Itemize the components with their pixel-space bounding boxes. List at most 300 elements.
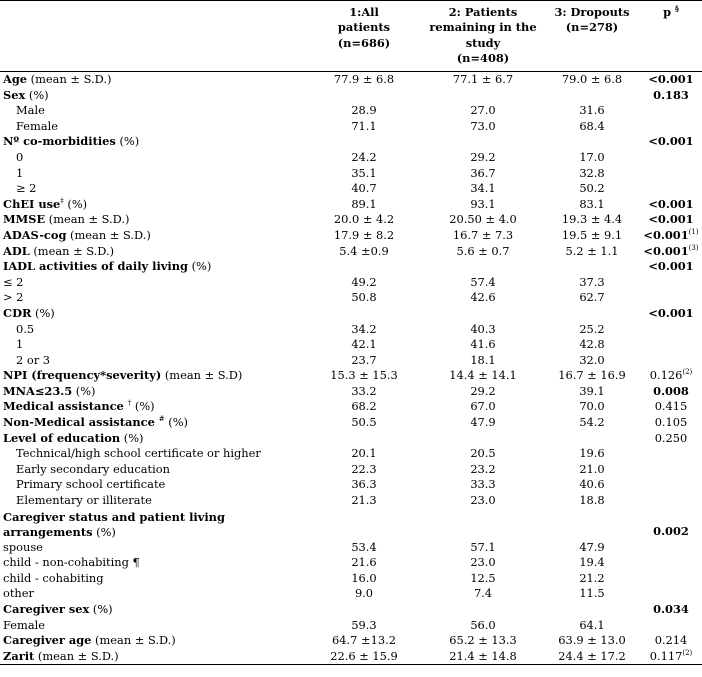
table-row <box>0 103 702 119</box>
p-value-note: (3) <box>688 243 699 252</box>
value-all-patients <box>306 508 422 539</box>
value-dropouts: 21.0 <box>579 461 605 476</box>
value-dropouts <box>544 259 640 275</box>
row-sublabel: 1 <box>16 165 24 180</box>
value-remaining: 57.1 <box>470 539 496 554</box>
value-all-patients: 5.4 ±0.9 <box>339 243 389 258</box>
value-all-patients: 59.3 <box>351 617 377 632</box>
value-dropouts: 70.0 <box>579 399 605 414</box>
table-row <box>0 321 702 337</box>
value-remaining: 56.0 <box>470 617 496 632</box>
value-all-patients: 22.6 ± 15.9 <box>306 648 422 664</box>
p-value-cell <box>640 212 702 228</box>
value-all-patients: 36.3 <box>351 477 377 492</box>
row-label <box>0 134 306 150</box>
value-remaining: 23.2 <box>470 461 496 476</box>
header-dropouts-line2: (n=278) <box>565 20 619 35</box>
table-row <box>0 259 702 275</box>
value-all-patients: 33.2 <box>351 383 377 398</box>
table-row <box>0 71 702 87</box>
value-remaining: 29.2 <box>470 383 496 398</box>
row-label-unit: (mean ± S.D.) <box>27 72 112 87</box>
row-sublabel: > 2 <box>3 290 24 305</box>
value-remaining: 27.0 <box>470 103 496 118</box>
value-remaining <box>422 430 544 446</box>
table-row <box>0 539 702 555</box>
value-dropouts: 32.8 <box>579 165 605 180</box>
table-row <box>0 337 702 353</box>
value-all-patients: 50.5 <box>351 415 377 430</box>
row-label-bold: Sex <box>3 87 26 102</box>
value-all-patients: 9.0 <box>354 586 374 601</box>
row-label <box>0 87 306 103</box>
row-sublabel: Female <box>16 118 58 133</box>
header-all-patients-line2: patients <box>337 20 391 35</box>
row-label <box>0 212 306 228</box>
row-label-footnote-mark: † <box>127 399 132 408</box>
p-value-note: (1) <box>688 228 699 237</box>
header-p-value <box>640 1 702 72</box>
row-sublabel: spouse <box>3 539 43 554</box>
value-dropouts: 50.2 <box>579 181 605 196</box>
row-label-unit: (%) <box>89 602 113 617</box>
row-sublabel: 0.5 <box>16 321 35 336</box>
value-all-patients: 77.9 ± 6.8 <box>333 72 395 87</box>
value-remaining <box>422 259 544 275</box>
value-remaining: 21.4 ± 14.8 <box>422 648 544 664</box>
value-all-patients: 21.3 <box>351 493 377 508</box>
p-value: <0.001 <box>643 243 689 258</box>
row-label-bold: Caregiver status and patient living arrangements <box>3 510 225 539</box>
p-value-cell <box>640 243 702 259</box>
row-label-unit: (mean ± S.D.) <box>45 212 130 227</box>
table-row <box>0 243 702 259</box>
header-all-patients-line1: 1:All <box>349 5 379 19</box>
p-value-cell <box>640 196 702 212</box>
value-remaining: 5.6 ± 0.7 <box>456 243 510 258</box>
table-header-row <box>0 1 702 72</box>
value-all-patients: 21.6 <box>351 555 377 570</box>
value-all-patients <box>306 430 422 446</box>
row-label-bold: CDR <box>3 305 32 320</box>
value-dropouts: 68.4 <box>579 118 605 133</box>
value-dropouts: 62.7 <box>579 290 605 305</box>
p-value-cell <box>640 648 702 664</box>
row-label <box>0 243 306 259</box>
value-remaining <box>422 306 544 322</box>
value-all-patients: 50.8 <box>351 290 377 305</box>
value-remaining <box>422 134 544 150</box>
truncated-footnote-line <box>0 667 702 675</box>
value-all-patients: 24.2 <box>351 149 377 164</box>
table-row <box>0 493 702 509</box>
row-label <box>0 306 306 322</box>
p-value: <0.001 <box>648 196 694 211</box>
value-remaining: 14.4 ± 14.1 <box>449 368 517 383</box>
value-dropouts: 16.7 ± 16.9 <box>558 368 626 383</box>
row-label <box>0 259 306 275</box>
row-label-bold: Zarit <box>3 648 35 663</box>
value-all-patients <box>306 306 422 322</box>
table-row <box>0 134 702 150</box>
header-remaining-line1: 2: Patients <box>448 5 518 19</box>
p-value: 0.250 <box>654 430 688 445</box>
value-dropouts: 32.0 <box>579 352 605 367</box>
row-sublabel: 1 <box>16 337 24 352</box>
table-row <box>0 228 702 244</box>
row-sublabel: child - non-cohabiting ¶ <box>3 555 140 570</box>
value-all-patients: 23.7 <box>351 352 377 367</box>
value-dropouts: 54.2 <box>579 415 605 430</box>
table-row <box>0 118 702 134</box>
value-all-patients: 53.4 <box>351 539 377 554</box>
value-all-patients: 16.0 <box>351 570 377 585</box>
value-dropouts <box>544 87 640 103</box>
value-dropouts: 19.4 <box>579 555 605 570</box>
row-label <box>0 399 306 415</box>
value-dropouts: 25.2 <box>579 321 605 336</box>
value-remaining: 23.0 <box>470 493 496 508</box>
value-all-patients <box>306 134 422 150</box>
p-value: 0.183 <box>653 87 689 102</box>
p-value-cell <box>640 461 702 477</box>
row-sublabel: 2 or 3 <box>16 352 51 367</box>
row-label-unit: (mean ± S.D.) <box>34 648 119 663</box>
p-value-cell <box>640 617 702 633</box>
header-p-label: p <box>663 5 672 19</box>
table-row <box>0 181 702 197</box>
p-value: <0.001 <box>643 227 689 242</box>
p-value-note: (2) <box>682 368 693 377</box>
header-dropouts <box>544 1 640 72</box>
table-row <box>0 399 702 415</box>
header-remaining-line3: study <box>465 35 501 50</box>
table-row <box>0 306 702 322</box>
table-row <box>0 352 702 368</box>
p-value: 0.415 <box>654 399 688 414</box>
value-dropouts <box>544 430 640 446</box>
header-p-section-mark: § <box>675 4 679 14</box>
p-value-cell <box>640 430 702 446</box>
value-remaining: 42.6 <box>470 290 496 305</box>
row-label-bold: Nº co-morbidities <box>3 134 116 149</box>
p-value: 0.008 <box>653 383 689 398</box>
value-all-patients: 68.2 <box>351 399 377 414</box>
value-dropouts: 19.5 ± 9.1 <box>561 227 623 242</box>
value-dropouts: 19.6 <box>579 446 605 461</box>
row-label-bold: Non-Medical assistance <box>3 415 159 430</box>
p-value-cell <box>640 493 702 509</box>
value-dropouts: 5.2 ± 1.1 <box>565 243 619 258</box>
p-value-cell <box>640 181 702 197</box>
value-remaining <box>422 602 544 618</box>
row-label-bold: ADL <box>3 243 30 258</box>
row-label <box>0 648 306 664</box>
table-row <box>0 415 702 431</box>
row-sublabel: ≤ 2 <box>3 274 24 289</box>
value-dropouts: 83.1 <box>579 196 605 211</box>
value-all-patients: 22.3 <box>351 461 377 476</box>
row-label <box>0 415 306 431</box>
p-value-cell <box>640 134 702 150</box>
row-label-bold: Medical assistance <box>3 399 128 414</box>
table-row <box>0 477 702 493</box>
value-all-patients <box>306 602 422 618</box>
row-sublabel: Primary school certificate <box>16 477 166 492</box>
value-remaining: 93.1 <box>470 196 496 211</box>
value-remaining: 36.7 <box>470 165 496 180</box>
p-value-cell <box>640 352 702 368</box>
p-value: <0.001 <box>648 212 694 227</box>
p-value: 0.034 <box>653 602 689 617</box>
value-dropouts: 40.6 <box>579 477 605 492</box>
row-sublabel: child - cohabiting <box>3 570 104 585</box>
table-row <box>0 602 702 618</box>
p-value-cell <box>640 555 702 571</box>
p-value-cell <box>640 539 702 555</box>
table-row <box>0 633 702 649</box>
value-remaining: 47.9 <box>470 415 496 430</box>
p-value-cell <box>640 368 702 384</box>
row-sublabel: other <box>3 586 34 601</box>
value-all-patients: 34.2 <box>351 321 377 336</box>
value-dropouts: 39.1 <box>579 383 605 398</box>
value-remaining: 67.0 <box>470 399 496 414</box>
value-remaining: 20.5 <box>470 446 496 461</box>
row-label-bold: ADAS-cog <box>3 227 67 242</box>
value-remaining <box>422 87 544 103</box>
value-dropouts <box>544 306 640 322</box>
row-label <box>0 633 306 649</box>
row-label-unit: (%) <box>164 415 189 430</box>
row-label-unit: (%) <box>63 196 88 211</box>
row-label-bold: IADL activities of daily living <box>3 259 188 274</box>
row-label-bold: NPI (frequency*severity) <box>3 368 162 383</box>
row-label-unit: (%) <box>115 134 140 149</box>
p-value-cell <box>640 274 702 290</box>
value-dropouts: 21.2 <box>579 570 605 585</box>
value-all-patients: 64.7 ±13.2 <box>332 633 396 648</box>
p-value-cell <box>640 570 702 586</box>
value-all-patients: 40.7 <box>351 181 377 196</box>
p-value-cell <box>640 337 702 353</box>
row-label <box>0 430 306 446</box>
value-remaining: 41.6 <box>470 337 496 352</box>
value-remaining: 18.1 <box>470 352 496 367</box>
value-all-patients: 28.9 <box>351 103 377 118</box>
table-row <box>0 196 702 212</box>
value-remaining: 57.4 <box>470 274 496 289</box>
p-value: 0.117 <box>649 648 683 663</box>
row-sublabel: 0 <box>16 149 24 164</box>
p-value-cell <box>640 477 702 493</box>
row-label <box>0 71 306 87</box>
p-value-cell <box>640 87 702 103</box>
row-label-bold: Caregiver age <box>3 633 92 648</box>
value-dropouts <box>544 602 640 618</box>
table-row <box>0 430 702 446</box>
value-all-patients <box>306 87 422 103</box>
value-remaining: 65.2 ± 13.3 <box>449 633 517 648</box>
value-remaining: 73.0 <box>470 118 496 133</box>
table-row <box>0 368 702 384</box>
row-label-unit: (%) <box>25 87 49 102</box>
header-all-patients-line3: (n=686) <box>337 35 391 50</box>
header-remaining <box>422 1 544 72</box>
p-value-cell <box>640 103 702 119</box>
p-value-cell <box>640 165 702 181</box>
p-value-cell <box>640 259 702 275</box>
p-value-cell <box>640 633 702 649</box>
header-blank-cell <box>0 1 306 72</box>
row-label-footnote-mark: # <box>158 415 165 424</box>
header-remaining-line4: (n=408) <box>456 51 510 66</box>
value-all-patients: 49.2 <box>351 274 377 289</box>
value-remaining: 16.7 ± 7.3 <box>452 227 514 242</box>
row-sublabel: Technical/high school certificate or higher <box>16 446 261 461</box>
p-value: 0.105 <box>654 415 688 430</box>
p-value-cell <box>640 306 702 322</box>
value-dropouts: 64.1 <box>579 617 605 632</box>
p-value-cell <box>640 446 702 462</box>
row-label <box>0 508 306 539</box>
row-label-unit: (%) <box>187 259 212 274</box>
value-dropouts: 19.3 ± 4.4 <box>561 212 623 227</box>
p-value: 0.002 <box>653 524 689 539</box>
table-row <box>0 446 702 462</box>
row-label-unit: (mean ± S.D.) <box>29 243 115 258</box>
value-dropouts: 47.9 <box>579 539 605 554</box>
value-all-patients: 89.1 <box>351 196 377 211</box>
value-all-patients: 42.1 <box>351 337 377 352</box>
row-label-bold: Level of education <box>3 430 121 445</box>
value-remaining: 29.2 <box>470 149 496 164</box>
p-value-cell <box>640 290 702 306</box>
row-label-unit: (%) <box>31 305 55 320</box>
row-label-unit: (%) <box>72 383 96 398</box>
row-label <box>0 228 306 244</box>
table-row <box>0 212 702 228</box>
table-row <box>0 508 702 539</box>
table-row <box>0 165 702 181</box>
p-value-cell <box>640 602 702 618</box>
row-label-bold: Age <box>3 72 28 87</box>
row-label <box>0 196 306 212</box>
row-label-unit: (mean ± S.D.) <box>91 633 176 648</box>
row-label-unit: (mean ± S.D.) <box>66 227 151 242</box>
p-value-cell <box>640 228 702 244</box>
value-dropouts: 11.5 <box>579 586 605 601</box>
header-dropouts-line1: 3: Dropouts <box>554 5 630 19</box>
value-dropouts: 79.0 ± 6.8 <box>561 72 623 87</box>
value-remaining: 20.50 ± 4.0 <box>449 212 517 227</box>
row-label-bold: MMSE <box>3 212 46 227</box>
table-row <box>0 384 702 400</box>
value-remaining: 33.3 <box>470 477 496 492</box>
p-value-cell <box>640 415 702 431</box>
row-label-unit: (%) <box>120 430 144 445</box>
value-dropouts: 63.9 ± 13.0 <box>558 633 626 648</box>
row-label-bold: ChEI use <box>3 196 61 211</box>
row-label <box>0 384 306 400</box>
value-remaining: 40.3 <box>470 321 496 336</box>
value-all-patients: 15.3 ± 15.3 <box>330 368 398 383</box>
row-label <box>0 602 306 618</box>
row-sublabel: Early secondary education <box>16 461 170 476</box>
row-label-footnote-mark: ‡ <box>60 196 64 205</box>
p-value-cell <box>640 118 702 134</box>
p-value: <0.001 <box>648 134 694 149</box>
table-row <box>0 570 702 586</box>
value-dropouts: 42.8 <box>579 337 605 352</box>
p-value: <0.001 <box>648 259 694 274</box>
row-sublabel: Male <box>16 103 45 118</box>
value-dropouts: 24.4 ± 17.2 <box>544 648 640 664</box>
header-all-patients <box>306 1 422 72</box>
table-row <box>0 648 702 664</box>
table-row <box>0 290 702 306</box>
table-body <box>0 71 702 664</box>
value-all-patients <box>306 259 422 275</box>
table-row <box>0 274 702 290</box>
row-label <box>0 368 306 384</box>
value-all-patients: 20.0 ± 4.2 <box>333 212 395 227</box>
header-remaining-line2: remaining in the <box>429 20 537 35</box>
value-dropouts: 17.0 <box>579 149 605 164</box>
table-row <box>0 461 702 477</box>
row-sublabel: Elementary or illiterate <box>16 493 152 508</box>
p-value: <0.001 <box>648 305 694 320</box>
value-dropouts <box>544 134 640 150</box>
row-label-bold: MNA≤23.5 <box>3 383 73 398</box>
p-value: 0.126 <box>649 368 683 383</box>
p-value-cell <box>640 508 702 539</box>
p-value: 0.214 <box>654 633 688 648</box>
row-label-unit: (%) <box>131 399 155 414</box>
table-row <box>0 555 702 571</box>
value-dropouts: 31.6 <box>579 103 605 118</box>
value-all-patients: 35.1 <box>351 165 377 180</box>
value-dropouts: 18.8 <box>579 493 605 508</box>
value-remaining: 23.0 <box>470 555 496 570</box>
value-remaining: 34.1 <box>470 181 496 196</box>
p-value-note: (2) <box>682 649 693 657</box>
row-label-bold: Caregiver sex <box>3 602 90 617</box>
table-row <box>0 150 702 166</box>
p-value: <0.001 <box>648 72 694 87</box>
p-value-cell <box>640 399 702 415</box>
table-row <box>0 586 702 602</box>
p-value-cell <box>640 71 702 87</box>
table-row <box>0 617 702 633</box>
value-remaining: 7.4 <box>473 586 493 601</box>
value-all-patients: 71.1 <box>351 118 377 133</box>
p-value-cell <box>640 150 702 166</box>
value-all-patients: 17.9 ± 8.2 <box>333 227 395 242</box>
p-value-cell <box>640 384 702 400</box>
value-dropouts <box>544 508 640 539</box>
row-label-unit: (mean ± S.D) <box>161 368 243 383</box>
row-sublabel: ≥ 2 <box>16 181 37 196</box>
value-all-patients: 20.1 <box>351 446 377 461</box>
row-label-unit: (%) <box>92 524 116 539</box>
value-dropouts: 37.3 <box>579 274 605 289</box>
value-remaining <box>422 508 544 539</box>
row-sublabel: Female <box>3 617 45 632</box>
p-value-cell <box>640 586 702 602</box>
value-remaining: 12.5 <box>470 570 496 585</box>
table-row <box>0 87 702 103</box>
